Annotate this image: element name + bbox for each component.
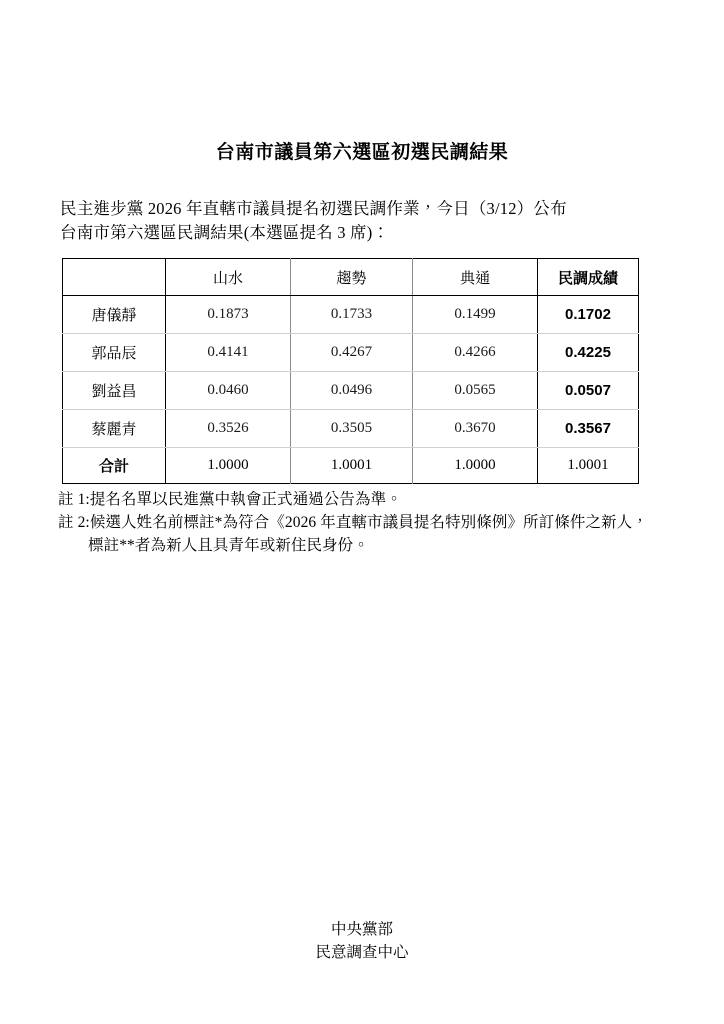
table-header-row [63, 259, 639, 296]
table-row [63, 334, 639, 372]
column-header-name [63, 259, 166, 296]
intro-paragraph [60, 197, 660, 245]
table-body [63, 296, 639, 484]
candidate-name: 劉益昌 [63, 372, 166, 410]
poll-value-result: 0.1702 [538, 296, 639, 334]
poll-value-result: 0.4225 [538, 334, 639, 372]
total-label: 合計 [63, 448, 166, 484]
footnote-2-line-2: 標註**者為新人且具青年或新住民身份。 [88, 537, 369, 554]
poll-value-diantong: 0.0565 [413, 372, 538, 410]
candidate-name: 蔡麗青 [63, 410, 166, 448]
column-header-shanshui: 山水 [166, 259, 291, 296]
page-title: 台南市議員第六選區初選民調結果 [215, 142, 509, 163]
table-row [63, 372, 639, 410]
table-row [63, 296, 639, 334]
table-total-row [63, 448, 639, 484]
poll-value-shanshui: 0.4141 [166, 334, 291, 372]
total-value-qushi: 1.0001 [291, 448, 413, 484]
total-value-result: 1.0001 [567, 457, 609, 473]
footnotes [58, 488, 678, 557]
poll-value-shanshui: 0.3526 [166, 410, 291, 448]
column-header-qushi: 趨勢 [291, 259, 413, 296]
poll-value-shanshui: 0.0460 [166, 372, 291, 410]
footnote-1: 註 1:提名名單以民進黨中執會正式通過公告為準。 [58, 491, 402, 508]
footer-line-2: 民意調查中心 [315, 944, 409, 961]
poll-value-result: 0.0507 [538, 372, 639, 410]
poll-value-qushi: 0.4267 [291, 334, 413, 372]
total-value-diantong: 1.0000 [413, 448, 538, 484]
poll-value-qushi: 0.0496 [291, 372, 413, 410]
candidate-name: 郭品辰 [63, 334, 166, 372]
intro-line-1: 民主進步黨 2026 年直轄市議員提名初選民調作業，今日（3/12）公布 [60, 199, 567, 218]
candidate-name: 唐儀靜 [63, 296, 166, 334]
poll-value-diantong: 0.4266 [413, 334, 538, 372]
column-header-result: 民調成績 [538, 259, 639, 296]
poll-value-result: 0.3567 [538, 410, 639, 448]
footnote-2-line-1: 註 2:候選人姓名前標註*為符合《2026 年直轄市議員提名特別條例》所訂條件之新人， [58, 514, 648, 531]
footer-line-1: 中央黨部 [330, 921, 393, 938]
poll-value-diantong: 0.3670 [413, 410, 538, 448]
poll-results-table-wrapper [62, 258, 638, 484]
poll-value-diantong: 0.1499 [413, 296, 538, 334]
table-row [63, 410, 639, 448]
poll-value-shanshui: 0.1873 [166, 296, 291, 334]
poll-results-table [62, 258, 639, 484]
total-value-shanshui: 1.0000 [166, 448, 291, 484]
column-header-diantong: 典通 [413, 259, 538, 296]
document-footer [0, 918, 724, 964]
poll-value-qushi: 0.3505 [291, 410, 413, 448]
intro-line-2: 台南市第六選區民調結果(本選區提名 3 席)： [60, 223, 390, 242]
poll-value-qushi: 0.1733 [291, 296, 413, 334]
